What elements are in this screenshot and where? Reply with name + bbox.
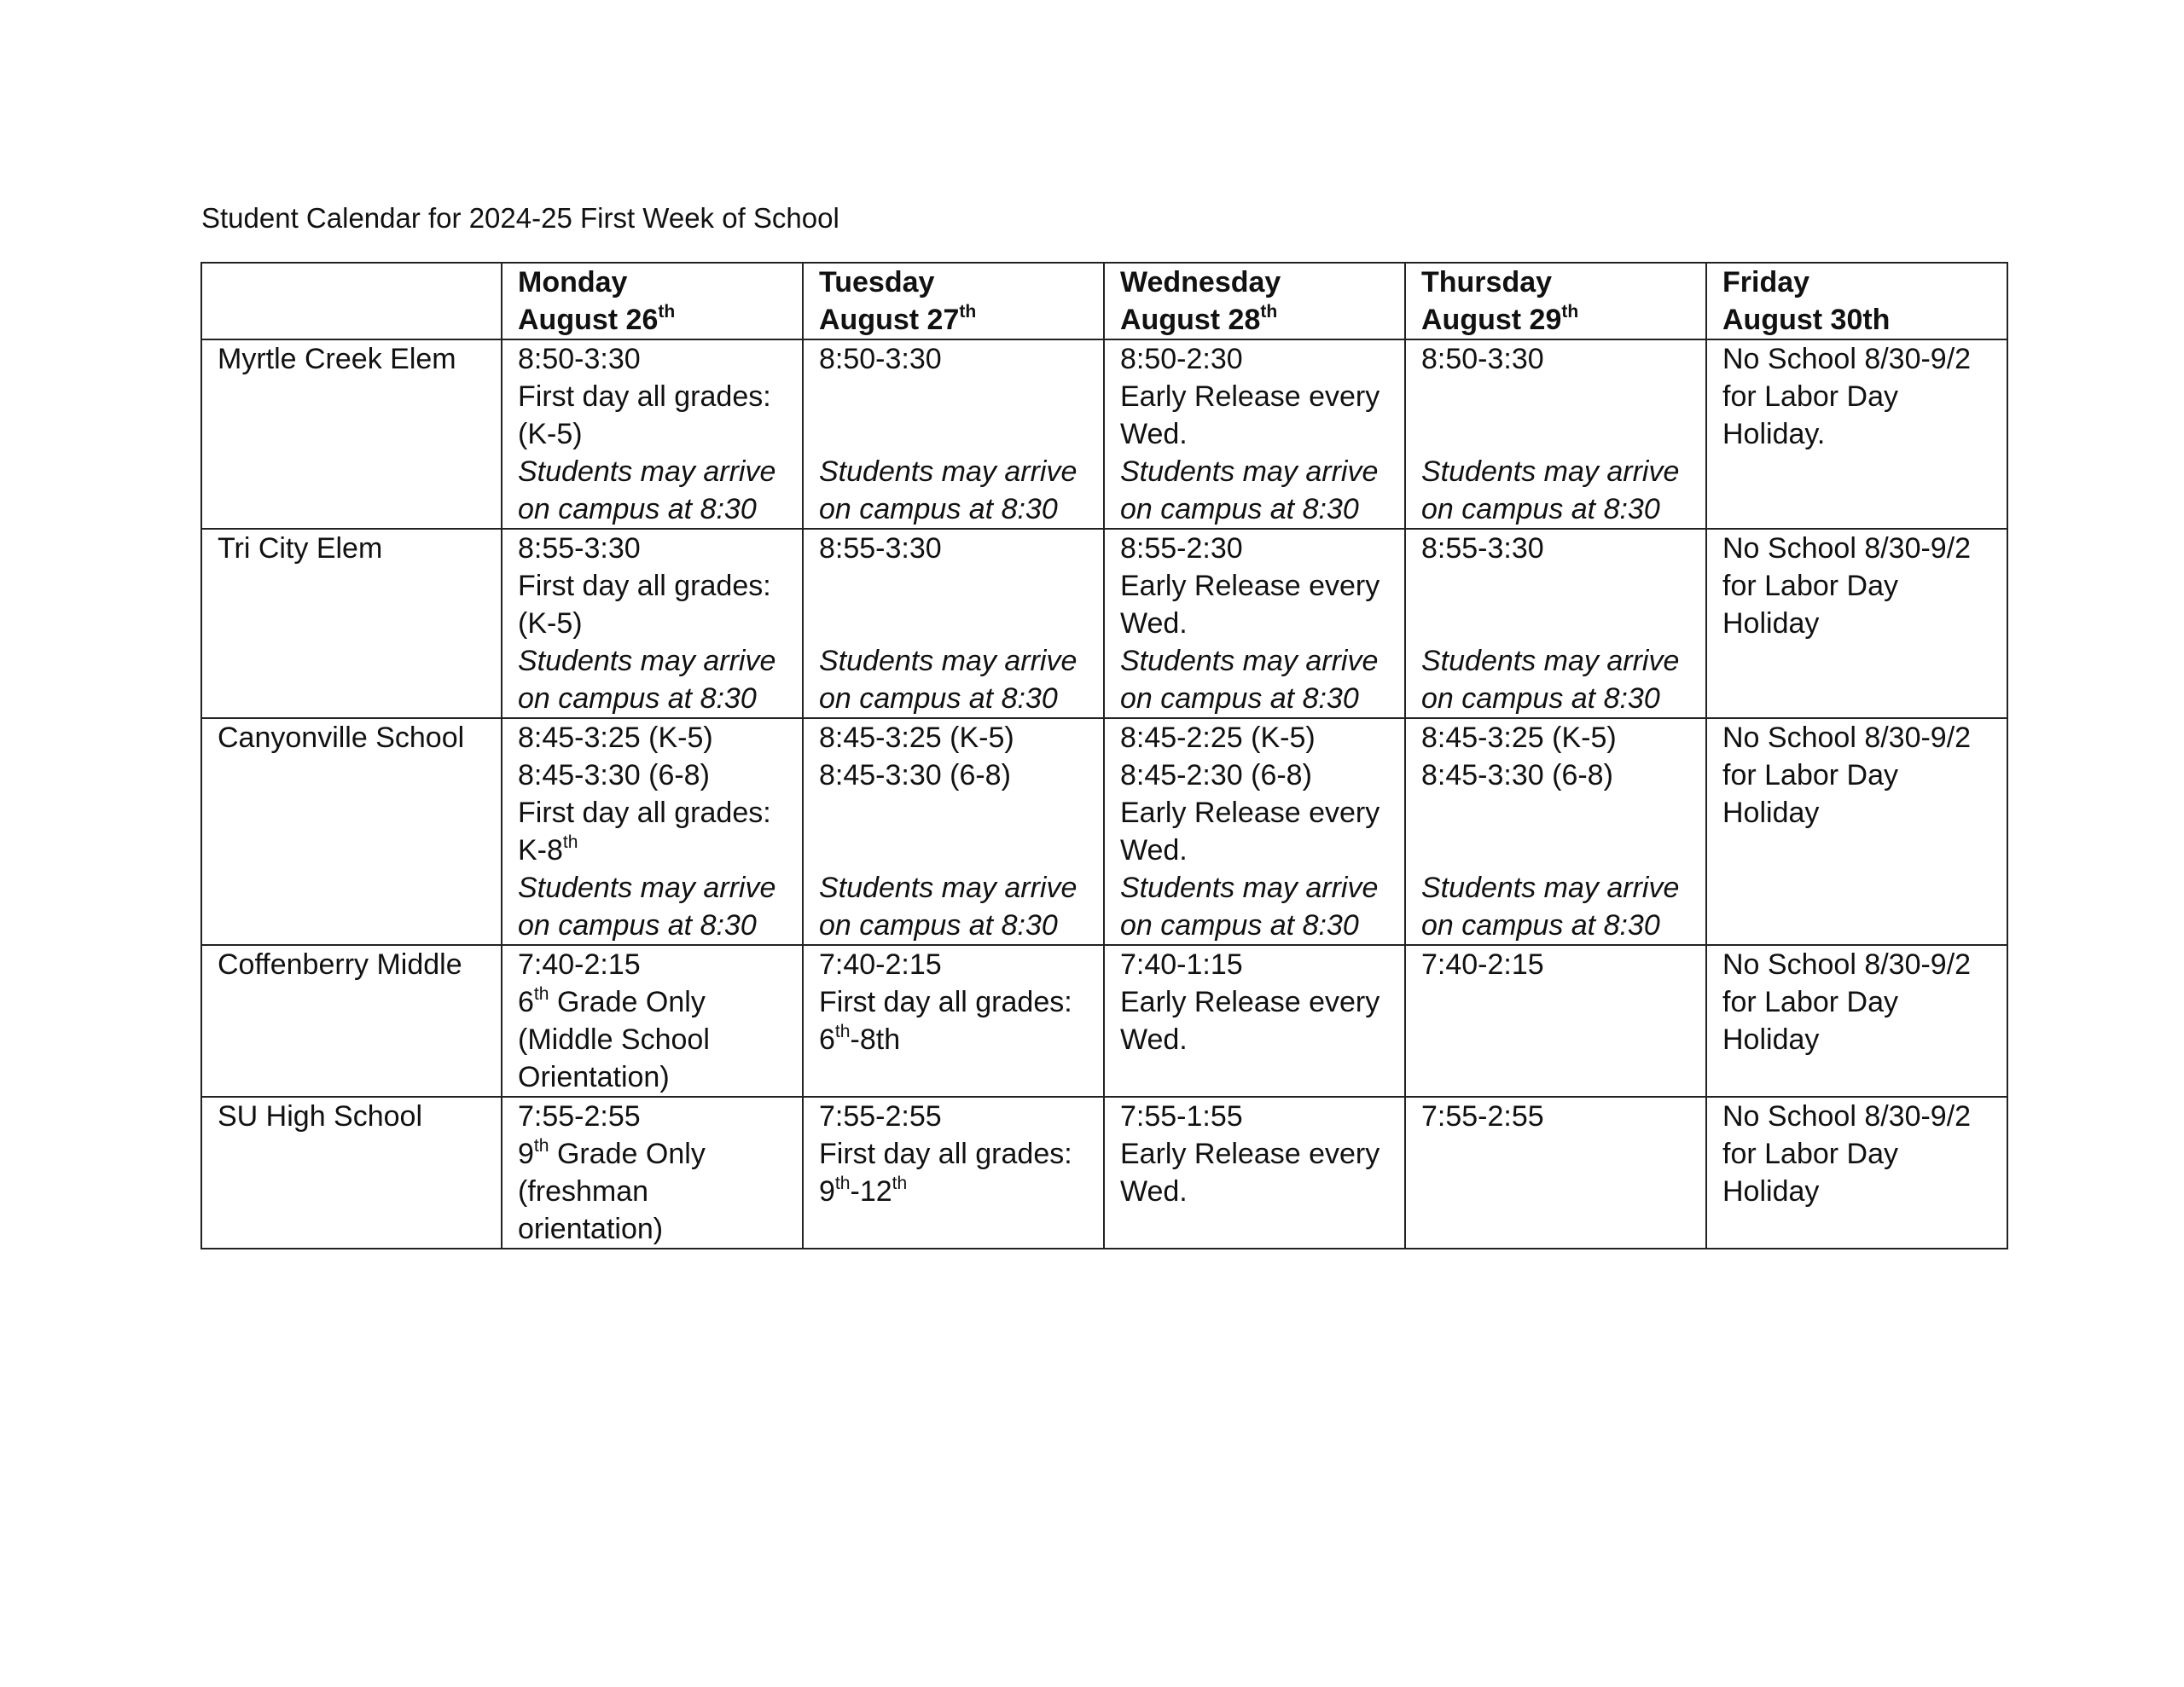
spacer: [1421, 794, 1693, 832]
arrival-note: on campus at 8:30: [1120, 909, 1359, 942]
hours: 8:45-2:25 (K-5): [1120, 722, 1316, 754]
schedule-table: [200, 262, 2008, 1249]
grade-note: 6th Grade Only: [518, 983, 706, 1018]
hours: 8:50-3:30: [518, 343, 641, 375]
note: First day all grades:: [819, 986, 1072, 1018]
note: No School 8/30-9/2 for Labor Day Holiday: [1722, 722, 1972, 829]
hours: 8:50-3:30: [1421, 343, 1544, 375]
cell-wednesday: [1104, 718, 1405, 945]
arrival-note: on campus at 8:30: [1120, 682, 1359, 715]
arrival-note: on campus at 8:30: [819, 909, 1058, 942]
cell-friday: [1706, 718, 2007, 945]
arrival-note: Students may arrive: [1421, 455, 1680, 488]
cell-wednesday: [1104, 529, 1405, 718]
arrival-note: on campus at 8:30: [1421, 909, 1660, 942]
arrival-note: Students may arrive: [819, 645, 1077, 677]
spacer: [819, 567, 1091, 605]
hours: 8:55-3:30: [518, 532, 641, 565]
grade-range: 6th-8th: [819, 1021, 901, 1056]
note: No School 8/30-9/2 for Labor Day Holiday: [1722, 948, 1972, 1056]
note: K-8th: [518, 832, 578, 867]
header-corner: [201, 263, 502, 339]
spacer: [1421, 832, 1693, 869]
cell-wednesday: [1104, 945, 1405, 1097]
cell-wednesday: [1104, 339, 1405, 529]
header-monday: [502, 263, 803, 339]
arrival-note: Students may arrive: [1421, 645, 1680, 677]
day-date: August 28th: [1120, 301, 1278, 336]
table-row: [201, 718, 2007, 945]
cell-wednesday: [1104, 1097, 1405, 1249]
hours: 8:55-3:30: [819, 532, 942, 565]
hours: 8:45-3:25 (K-5): [819, 722, 1014, 754]
grade-range: 9th-12th: [819, 1173, 908, 1208]
note: First day all grades:: [518, 797, 771, 829]
arrival-note: Students may arrive: [518, 455, 776, 488]
spacer: [1421, 378, 1693, 415]
note: First day all grades: (K-5): [518, 380, 771, 450]
cell-friday: [1706, 1097, 2007, 1249]
arrival-note: Students may arrive: [1120, 872, 1379, 904]
spacer: [1421, 567, 1693, 605]
note: No School 8/30-9/2 for Labor Day Holiday: [1722, 532, 1972, 640]
hours: 8:45-3:25 (K-5): [1421, 722, 1617, 754]
day-date: August 26th: [518, 301, 676, 336]
table-row: [201, 1097, 2007, 1249]
grade-note: 9th Grade Only: [518, 1135, 706, 1170]
cell-tuesday: [803, 529, 1104, 718]
arrival-note: on campus at 8:30: [518, 909, 757, 942]
hours: 8:45-3:25 (K-5): [518, 722, 713, 754]
spacer: [819, 378, 1091, 415]
arrival-note: Students may arrive: [819, 455, 1077, 488]
spacer: [819, 415, 1091, 453]
spacer: [819, 605, 1091, 642]
day-date: August 29th: [1421, 301, 1579, 336]
school-name: Myrtle Creek Elem: [201, 339, 502, 529]
hours: 7:55-2:55: [518, 1100, 641, 1133]
hours: 8:45-3:30 (6-8): [819, 759, 1011, 791]
cell-tuesday: [803, 945, 1104, 1097]
day-date: August 30th: [1722, 304, 1891, 336]
hours: 8:45-2:30 (6-8): [1120, 759, 1312, 791]
table-row: [201, 529, 2007, 718]
note: No School 8/30-9/2 for Labor Day Holiday.: [1722, 343, 1972, 450]
hours: 7:40-2:15: [1421, 948, 1544, 981]
school-name: Coffenberry Middle: [201, 945, 502, 1097]
header-wednesday: [1104, 263, 1405, 339]
arrival-note: Students may arrive: [1120, 455, 1379, 488]
note: Early Release every Wed.: [1120, 570, 1380, 640]
hours: 8:45-3:30 (6-8): [1421, 759, 1613, 791]
header-thursday: [1405, 263, 1706, 339]
hours: 8:50-3:30: [819, 343, 942, 375]
cell-friday: [1706, 945, 2007, 1097]
school-name: SU High School: [201, 1097, 502, 1249]
cell-tuesday: [803, 339, 1104, 529]
cell-monday: [502, 718, 803, 945]
note: Early Release every Wed.: [1120, 1138, 1380, 1208]
cell-thursday: [1405, 1097, 1706, 1249]
hours: 8:45-3:30 (6-8): [518, 759, 710, 791]
arrival-note: on campus at 8:30: [819, 493, 1058, 525]
cell-monday: [502, 1097, 803, 1249]
table-row: [201, 339, 2007, 529]
hours: 7:40-1:15: [1120, 948, 1243, 981]
arrival-note: Students may arrive: [1120, 645, 1379, 677]
hours: 7:40-2:15: [518, 948, 641, 981]
note: First day all grades:: [819, 1138, 1072, 1170]
cell-friday: [1706, 529, 2007, 718]
note: First day all grades: (K-5): [518, 570, 771, 640]
header-friday: [1706, 263, 2007, 339]
school-name: Canyonville School: [201, 718, 502, 945]
spacer: [1421, 605, 1693, 642]
page-title: Student Calendar for 2024-25 First Week of School: [201, 202, 839, 234]
header-tuesday: [803, 263, 1104, 339]
note: (freshman orientation): [518, 1175, 664, 1245]
spacer: [1421, 415, 1693, 453]
cell-tuesday: [803, 718, 1104, 945]
hours: 8:55-2:30: [1120, 532, 1243, 565]
arrival-note: on campus at 8:30: [518, 493, 757, 525]
hours: 8:50-2:30: [1120, 343, 1243, 375]
arrival-note: Students may arrive: [518, 872, 776, 904]
cell-tuesday: [803, 1097, 1104, 1249]
cell-thursday: [1405, 718, 1706, 945]
note: Early Release every Wed.: [1120, 986, 1380, 1056]
hours: 7:55-2:55: [1421, 1100, 1544, 1133]
school-name: Tri City Elem: [201, 529, 502, 718]
note: Early Release every Wed.: [1120, 380, 1380, 450]
day-name: Monday: [518, 266, 628, 299]
arrival-note: on campus at 8:30: [518, 682, 757, 715]
note: Early Release every Wed.: [1120, 797, 1380, 867]
arrival-note: on campus at 8:30: [819, 682, 1058, 715]
hours: 7:55-2:55: [819, 1100, 942, 1133]
note: (Middle School Orientation): [518, 1023, 710, 1093]
arrival-note: Students may arrive: [819, 872, 1077, 904]
day-name: Friday: [1722, 266, 1810, 299]
arrival-note: Students may arrive: [518, 645, 776, 677]
day-date: August 27th: [819, 301, 977, 336]
cell-monday: [502, 529, 803, 718]
cell-friday: [1706, 339, 2007, 529]
header-row: [201, 263, 2007, 339]
arrival-note: on campus at 8:30: [1421, 682, 1660, 715]
table-row: [201, 945, 2007, 1097]
hours: 7:55-1:55: [1120, 1100, 1243, 1133]
day-name: Tuesday: [819, 266, 935, 299]
spacer: [819, 794, 1091, 832]
cell-thursday: [1405, 339, 1706, 529]
spacer: [819, 832, 1091, 869]
cell-monday: [502, 339, 803, 529]
hours: 8:55-3:30: [1421, 532, 1544, 565]
day-name: Thursday: [1421, 266, 1553, 299]
note: No School 8/30-9/2 for Labor Day Holiday: [1722, 1100, 1972, 1208]
cell-thursday: [1405, 945, 1706, 1097]
cell-monday: [502, 945, 803, 1097]
hours: 7:40-2:15: [819, 948, 942, 981]
arrival-note: Students may arrive: [1421, 872, 1680, 904]
arrival-note: on campus at 8:30: [1421, 493, 1660, 525]
cell-thursday: [1405, 529, 1706, 718]
day-name: Wednesday: [1120, 266, 1281, 299]
arrival-note: on campus at 8:30: [1120, 493, 1359, 525]
